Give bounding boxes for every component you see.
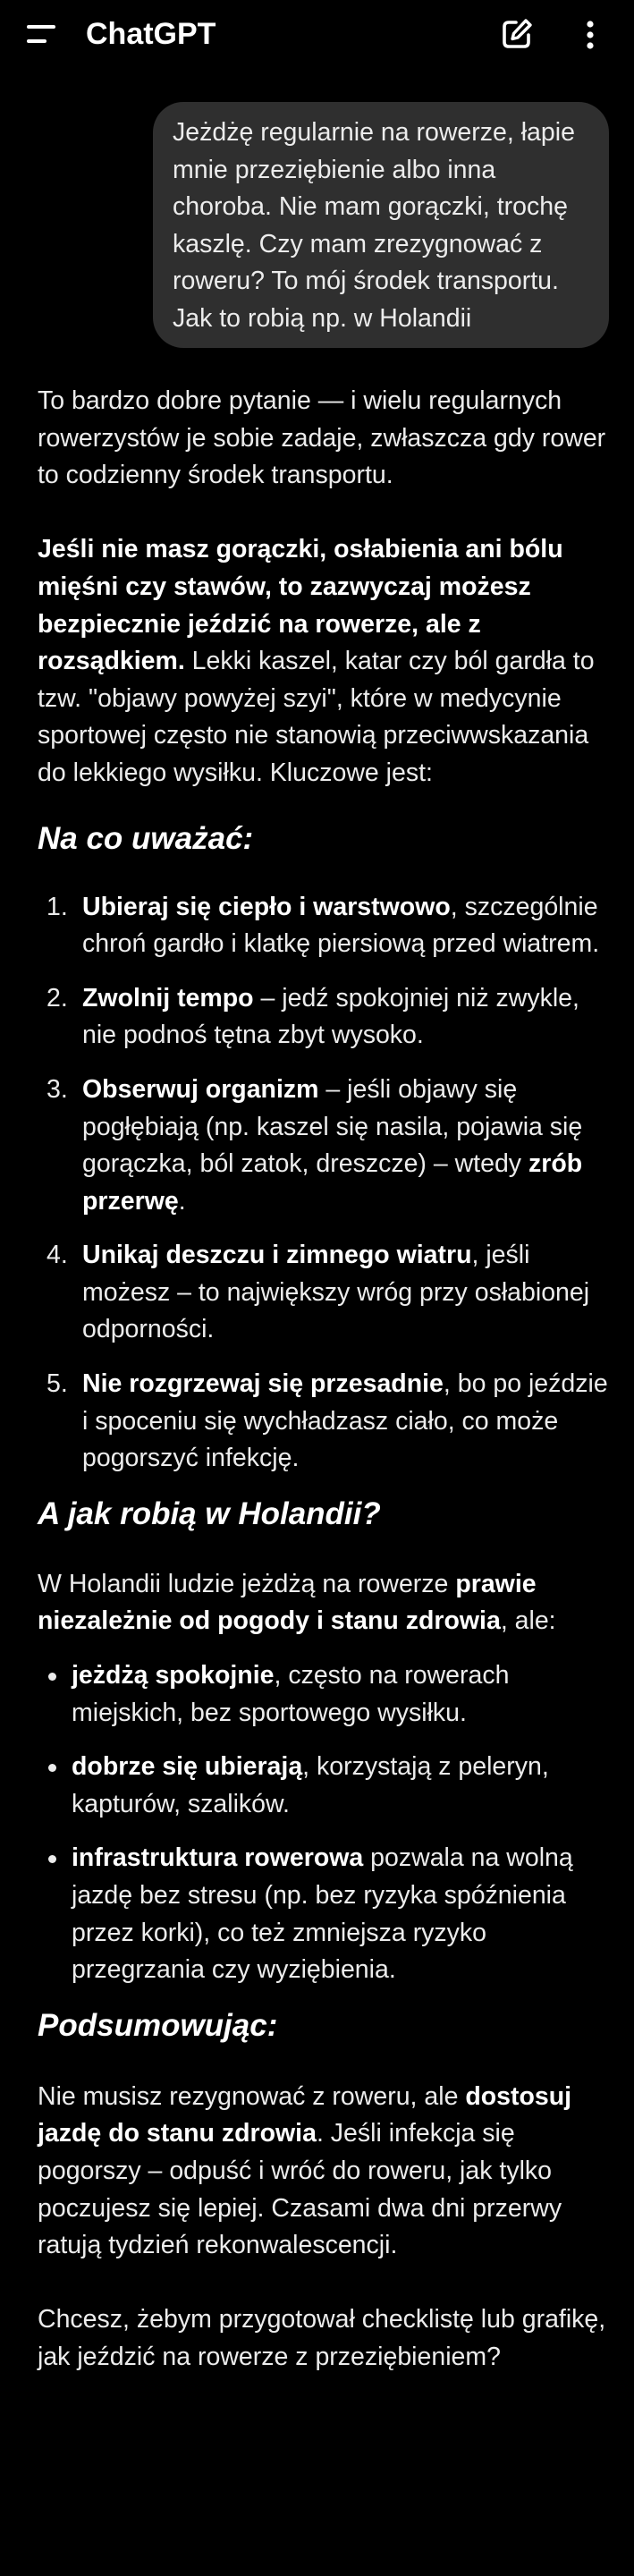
holland-intro-end: , ale: (500, 1606, 556, 1636)
list-item (38, 1840, 610, 1988)
summary-text: Nie musisz rezygnować z roweru, ale (38, 2081, 466, 2111)
answer-intro: To bardzo dobre pytanie — i wielu regularnych rowerzystów je sobie zadaje, zwłaszcza gdy rower to codzienny środek transportu. (38, 386, 606, 490)
offer-paragraph: Chcesz, żebym przygotował checklistę lub grafikę, jak jeździć na rowerze z przeziębieniem? (38, 2305, 606, 2371)
bullet-text: , korzystają z peleryn, kapturów, szalików. (72, 1752, 549, 1818)
step-bold: Ubieraj się ciepło i warstwowo (82, 892, 451, 921)
step-text: – jeśli objawy się pogłębiają (np. kaszel się nasila, pojawia się gorączka, ból zatok, dreszcze) – wtedy (82, 1074, 583, 1179)
list-number: 3. (46, 1074, 68, 1104)
list-item (38, 889, 610, 963)
user-message-bubble (153, 102, 609, 348)
answer-main-paragraph (38, 531, 610, 792)
step-bold-2: zrób przerwę (82, 1149, 583, 1216)
step-text: , szczególnie chroń gardło i klatkę piersiową przed wiatrem. (82, 892, 600, 959)
summary-bold: dostosuj jazdę do stanu zdrowia (38, 2081, 572, 2148)
step-text-2: . (178, 1186, 186, 1216)
step-text: , jeśli możesz – to największy wróg przy osłabionej odporności. (82, 1241, 590, 1344)
step-bold: Nie rozgrzewaj się przesadnie (82, 1369, 444, 1399)
step-bold: Zwolnij tempo (82, 983, 254, 1013)
bullet-bold: dobrze się ubierają (72, 1752, 303, 1782)
bullet-dot (48, 1673, 56, 1681)
list-number: 5. (46, 1369, 68, 1399)
more-vertical-icon[interactable] (577, 18, 604, 54)
user-message-text: Jeżdżę regularnie na rowerze, łapie mnie przeziębienie albo inna choroba. Nie mam gorączki, trochę kaszlę. Czy mam zrezygnować z roweru? To mój środek transportu. Jak to robią np. w Holandii (173, 118, 575, 333)
list-number: 2. (46, 983, 68, 1013)
step-bold: Obserwuj organizm (82, 1074, 319, 1104)
step-text: – jedź spokojniej niż zwykle, nie podnoś tętna zbyt wysoko. (82, 983, 579, 1050)
holland-bullets-list (38, 1657, 610, 1989)
main-rest-text: Lekki kaszel, katar czy ból gardła to tzw. "objawy powyżej szyi", które w medycynie sportowej często nie stanowią przeciwwskazania do lekkiego wysiłku. Kluczowe jest: (38, 647, 595, 787)
step-text: , bo po jeździe i spoceniu się wychładzasz ciało, co może pogorszyć infekcję. (82, 1369, 608, 1473)
holland-intro (38, 1566, 610, 1640)
bullet-text: , często na rowerach miejskich, bez sportowego wysiłku. (72, 1661, 510, 1727)
list-item (38, 1072, 610, 1220)
bullet-dot (48, 1764, 56, 1772)
menu-icon[interactable] (27, 24, 59, 46)
care-heading: Na co uważać: (38, 820, 254, 856)
list-number: 4. (46, 1241, 68, 1270)
holland-heading: A jak robią w Holandii? (38, 1496, 381, 1531)
list-item (38, 980, 610, 1055)
holland-intro-bold: prawie niezależnie od pogody i stanu zdrowia (38, 1569, 537, 1636)
new-chat-icon[interactable] (499, 16, 535, 52)
top-bar (0, 0, 634, 68)
assistant-answer (38, 383, 610, 2377)
list-item (38, 1366, 610, 1478)
bullet-dot (48, 1855, 56, 1863)
care-steps-list (38, 889, 610, 1478)
main-bold-text: Jeśli nie masz gorączki, osłabienia ani bólu mięśni czy stawów, to zazwyczaj możesz bezpiecznie jeździć na rowerze, ale z rozsądkiem. (38, 535, 563, 676)
list-number: 1. (46, 892, 68, 921)
summary-heading: Podsumowując: (38, 2007, 278, 2043)
list-item (38, 1237, 610, 1349)
summary-paragraph (38, 2079, 610, 2265)
bullet-text: pozwala na wolną jazdę bez stresu (np. bez ryzyka spóźnienia przez korki), co też zmniejsza ryzyko przegrzania czy wyziębienia. (72, 1843, 573, 1985)
list-item (38, 1749, 610, 1823)
list-item (38, 1657, 610, 1732)
holland-intro-text: W Holandii ludzie jeżdżą na rowerze (38, 1569, 456, 1598)
bullet-bold: jeżdżą spokojnie (72, 1661, 275, 1690)
summary-text-end: . Jeśli infekcja się pogorszy – odpuść i wróć do roweru, jak tylko poczujesz się lepiej. Czasami dwa dni przerwy ratują tydzień rekonwalescencji. (38, 2119, 562, 2260)
step-bold: Unikaj deszczu i zimnego wiatru (82, 1241, 472, 1270)
bullet-bold: infrastruktura rowerowa (72, 1843, 364, 1873)
app-title: ChatGPT (86, 17, 216, 51)
